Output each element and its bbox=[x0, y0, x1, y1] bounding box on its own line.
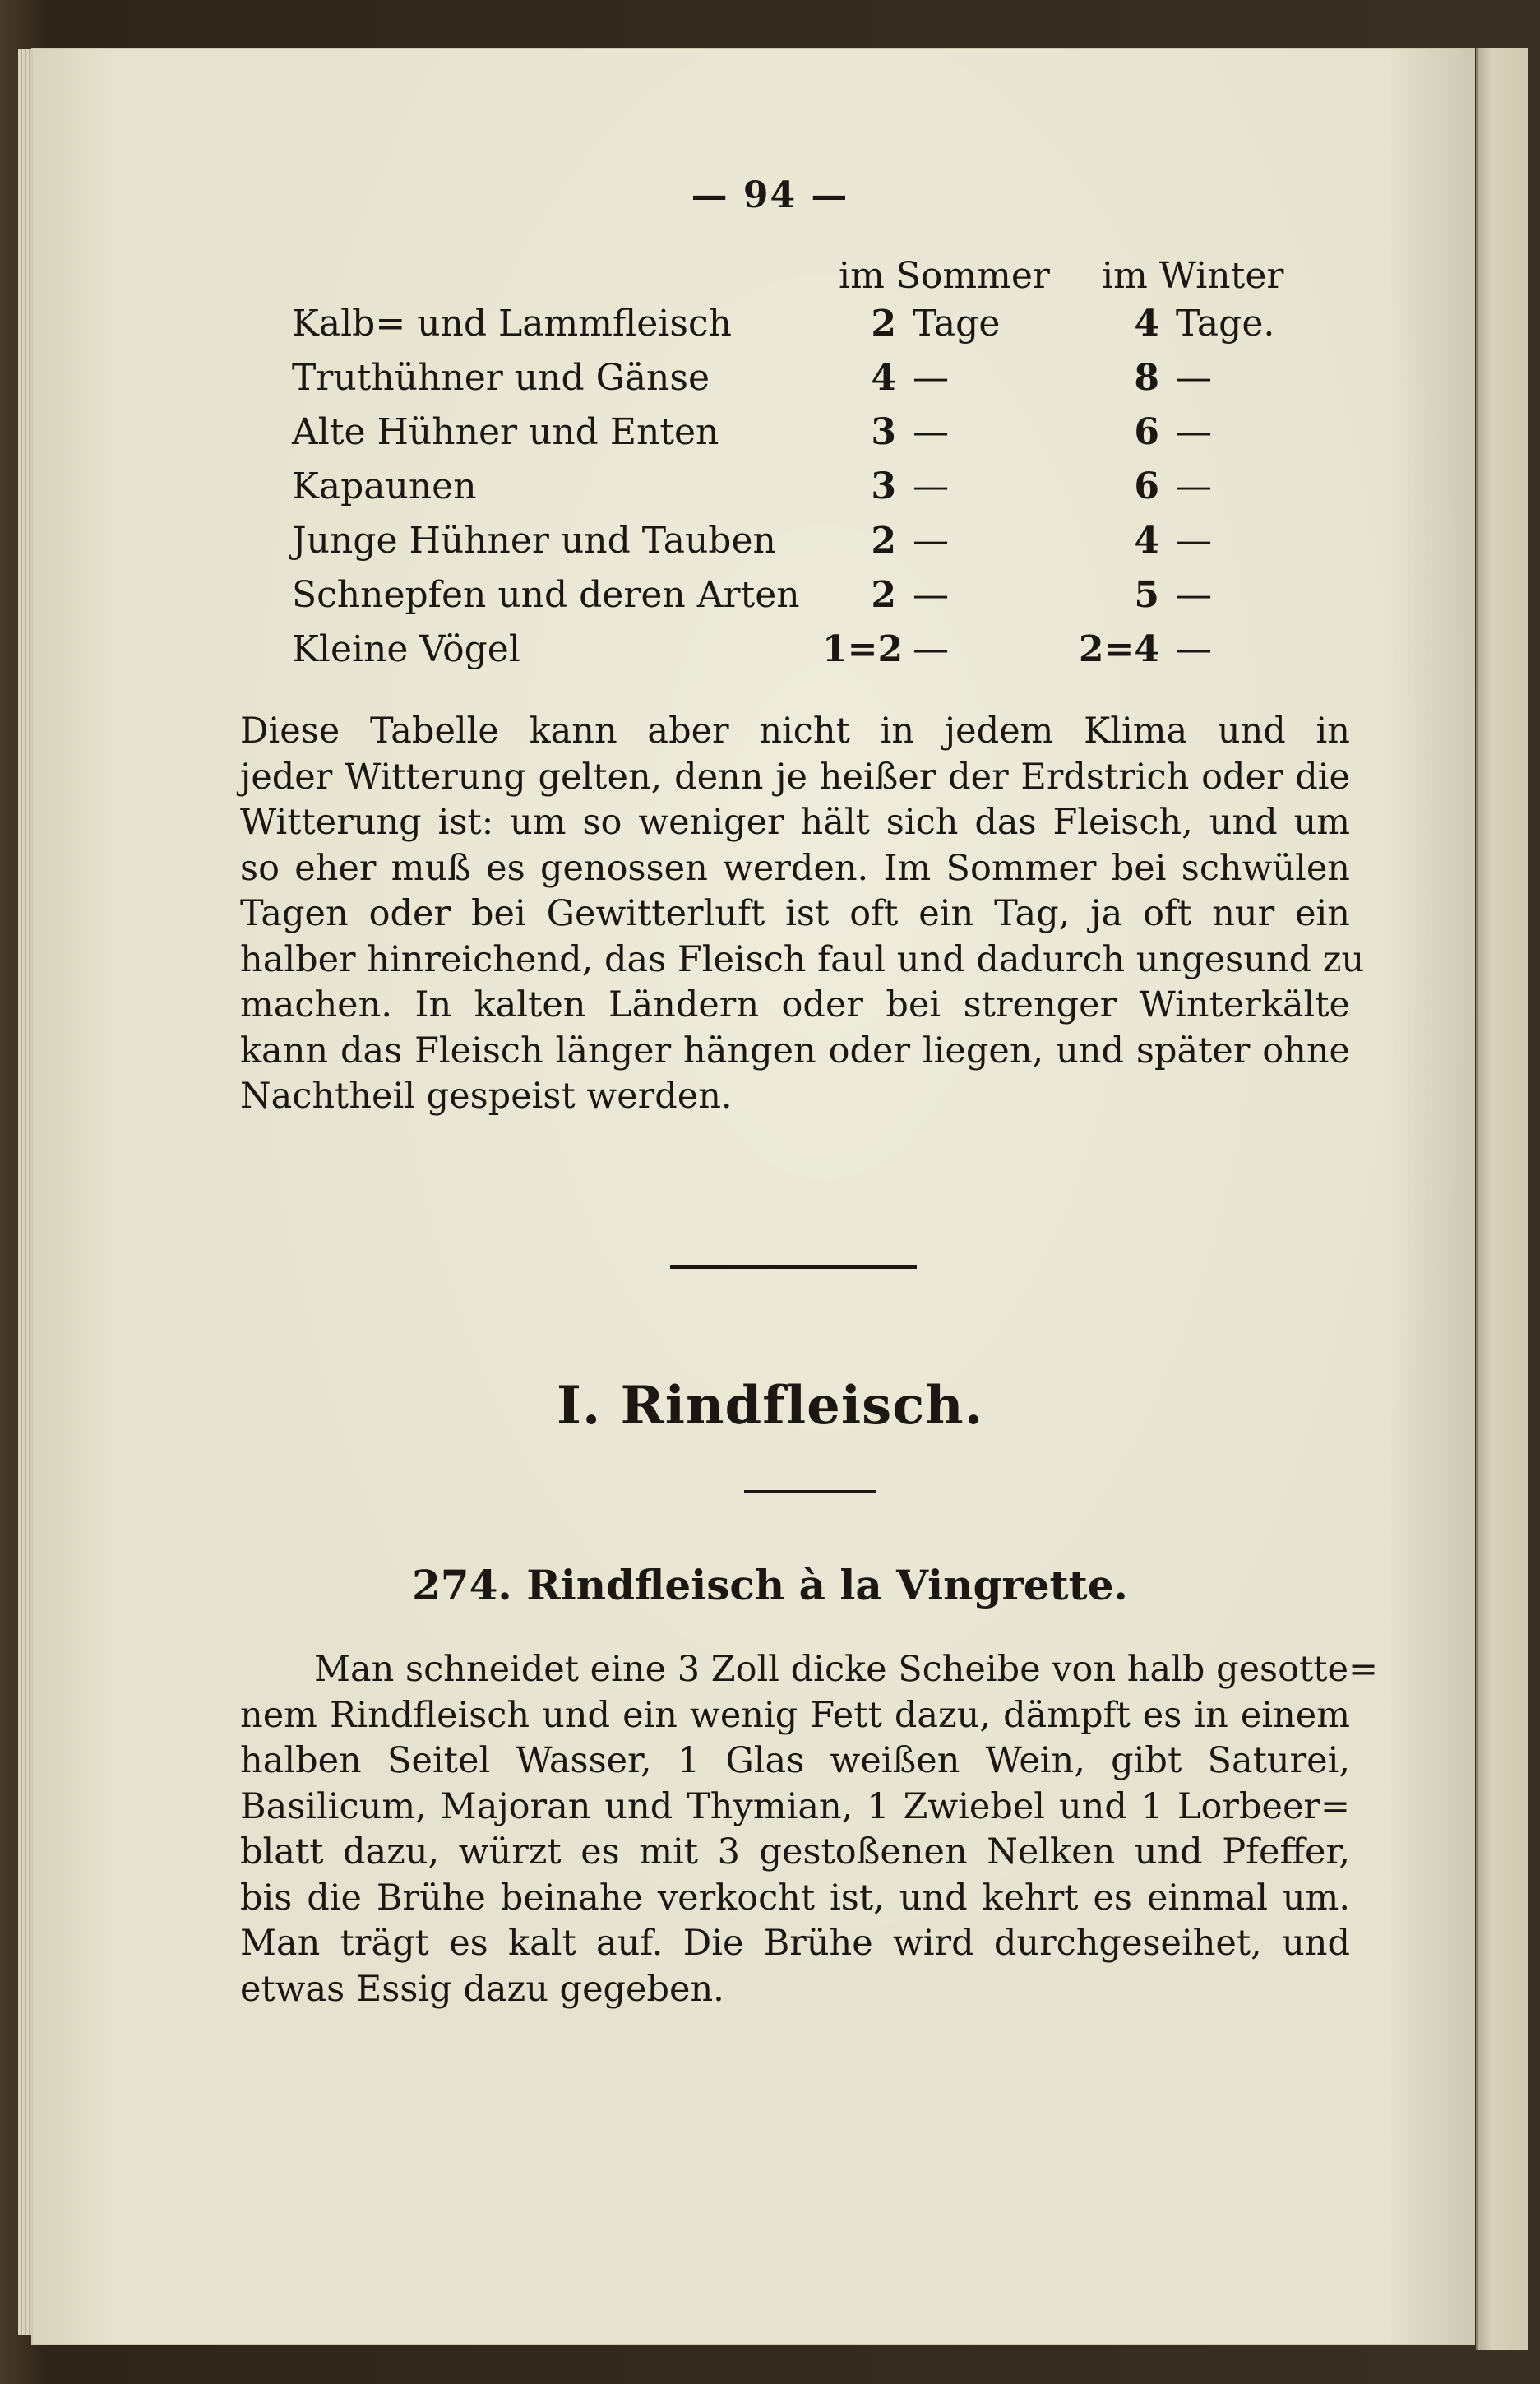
paragraph-line: jeder Witterung gelten, denn je heißer der Erdstrich oder die bbox=[240, 756, 1350, 798]
summer-days: 2 bbox=[871, 303, 896, 345]
summer-days: 3 bbox=[871, 411, 896, 453]
winter-unit: Tage. bbox=[1176, 303, 1275, 345]
paragraph-line: halber hinreichend, das Fleisch faul und dadurch ungesund zu bbox=[240, 938, 1365, 980]
winter-unit: — bbox=[1176, 465, 1212, 507]
summer-unit: — bbox=[913, 465, 949, 507]
winter-unit: — bbox=[1176, 357, 1212, 399]
table-row bbox=[0, 574, 1540, 628]
winter-days: 6 bbox=[1134, 465, 1159, 507]
recipe-line: Man trägt es kalt auf. Die Brühe wird durchgeseihet, und bbox=[240, 1923, 1350, 1964]
recipe-line: nem Rindfleisch und ein wenig Fett dazu, dämpft es in einem bbox=[240, 1694, 1350, 1736]
table-row bbox=[0, 628, 1540, 683]
summer-unit: — bbox=[913, 574, 949, 616]
recipe-line: Man schneidet eine 3 Zoll dicke Scheibe von halb gesotte= bbox=[314, 1649, 1379, 1690]
table-row bbox=[0, 357, 1540, 411]
row-label: Truthühner und Gänse bbox=[292, 357, 710, 399]
section-heading: I. Rindfleisch. bbox=[557, 1375, 983, 1437]
row-label: Kleine Vögel bbox=[292, 628, 520, 670]
paragraph-line: machen. In kalten Ländern oder bei strenger Winterkälte bbox=[240, 984, 1350, 1025]
paragraph-line: Witterung ist: um so weniger hält sich das Fleisch, und um bbox=[240, 802, 1350, 843]
summer-unit: Tage bbox=[913, 303, 1001, 345]
summer-unit: — bbox=[913, 520, 949, 562]
paragraph-line: so eher muß es genossen werden. Im Sommer bei schwülen bbox=[240, 847, 1350, 889]
table-row bbox=[0, 303, 1540, 357]
winter-unit: — bbox=[1176, 411, 1212, 453]
winter-days: 5 bbox=[1134, 574, 1159, 616]
table-row bbox=[0, 411, 1540, 465]
summer-days: 2 bbox=[871, 520, 896, 562]
winter-days: 8 bbox=[1134, 357, 1159, 399]
winter-days: 4 bbox=[1134, 303, 1159, 345]
winter-unit: — bbox=[1176, 628, 1212, 670]
winter-days: 6 bbox=[1134, 411, 1159, 453]
winter-days: 4 bbox=[1134, 520, 1159, 562]
summer-unit: — bbox=[913, 628, 949, 670]
recipe-line: blatt dazu, würzt es mit 3 gestoßenen Nelken und Pfeffer, bbox=[240, 1831, 1350, 1872]
decorative-rule bbox=[670, 1265, 917, 1269]
table-header-winter: im Winter bbox=[1102, 255, 1284, 297]
table-row bbox=[0, 520, 1540, 574]
paragraph-line: Diese Tabelle kann aber nicht in jedem Klima und in bbox=[240, 711, 1350, 752]
intro-paragraph bbox=[240, 709, 1365, 1120]
recipe-line: halben Seitel Wasser, 1 Glas weißen Wein, gibt Saturei, bbox=[240, 1740, 1350, 1781]
summer-unit: — bbox=[913, 357, 949, 399]
summer-days: 2 bbox=[871, 574, 896, 616]
table-header-summer: im Sommer bbox=[839, 255, 1050, 297]
winter-days: 2=4 bbox=[1078, 628, 1159, 670]
heading-rule bbox=[744, 1490, 876, 1493]
table-row bbox=[0, 465, 1540, 520]
row-label: Schnepfen und deren Arten bbox=[292, 574, 800, 616]
winter-unit: — bbox=[1176, 574, 1212, 616]
summer-days: 4 bbox=[871, 357, 896, 399]
winter-unit: — bbox=[1176, 520, 1212, 562]
paragraph-line: kann das Fleisch länger hängen oder liegen, und später ohne bbox=[240, 1030, 1350, 1072]
paragraph-line: Tagen oder bei Gewitterluft ist oft ein Tag, ja oft nur ein bbox=[240, 893, 1350, 934]
recipe-line: Basilicum, Majoran und Thymian, 1 Zwiebel und 1 Lorbeer= bbox=[240, 1785, 1350, 1827]
recipe-body bbox=[240, 1647, 1379, 2012]
recipe-line: etwas Essig dazu gegeben. bbox=[240, 1968, 724, 2010]
page-number: — 94 — bbox=[691, 174, 849, 216]
row-label: Kapaunen bbox=[292, 465, 477, 507]
recipe-title: 274. Rindfleisch à la Vingrette. bbox=[412, 1561, 1128, 1609]
summer-days: 1=2 bbox=[822, 628, 904, 670]
summer-unit: — bbox=[913, 411, 949, 453]
summer-days: 3 bbox=[871, 465, 896, 507]
row-label: Kalb= und Lammfleisch bbox=[292, 303, 732, 345]
recipe-line: bis die Brühe beinahe verkocht ist, und kehrt es einmal um. bbox=[240, 1877, 1350, 1919]
row-label: Junge Hühner und Tauben bbox=[292, 520, 776, 562]
paragraph-line: Nachtheil gespeist werden. bbox=[240, 1076, 733, 1117]
row-label: Alte Hühner und Enten bbox=[292, 411, 719, 453]
